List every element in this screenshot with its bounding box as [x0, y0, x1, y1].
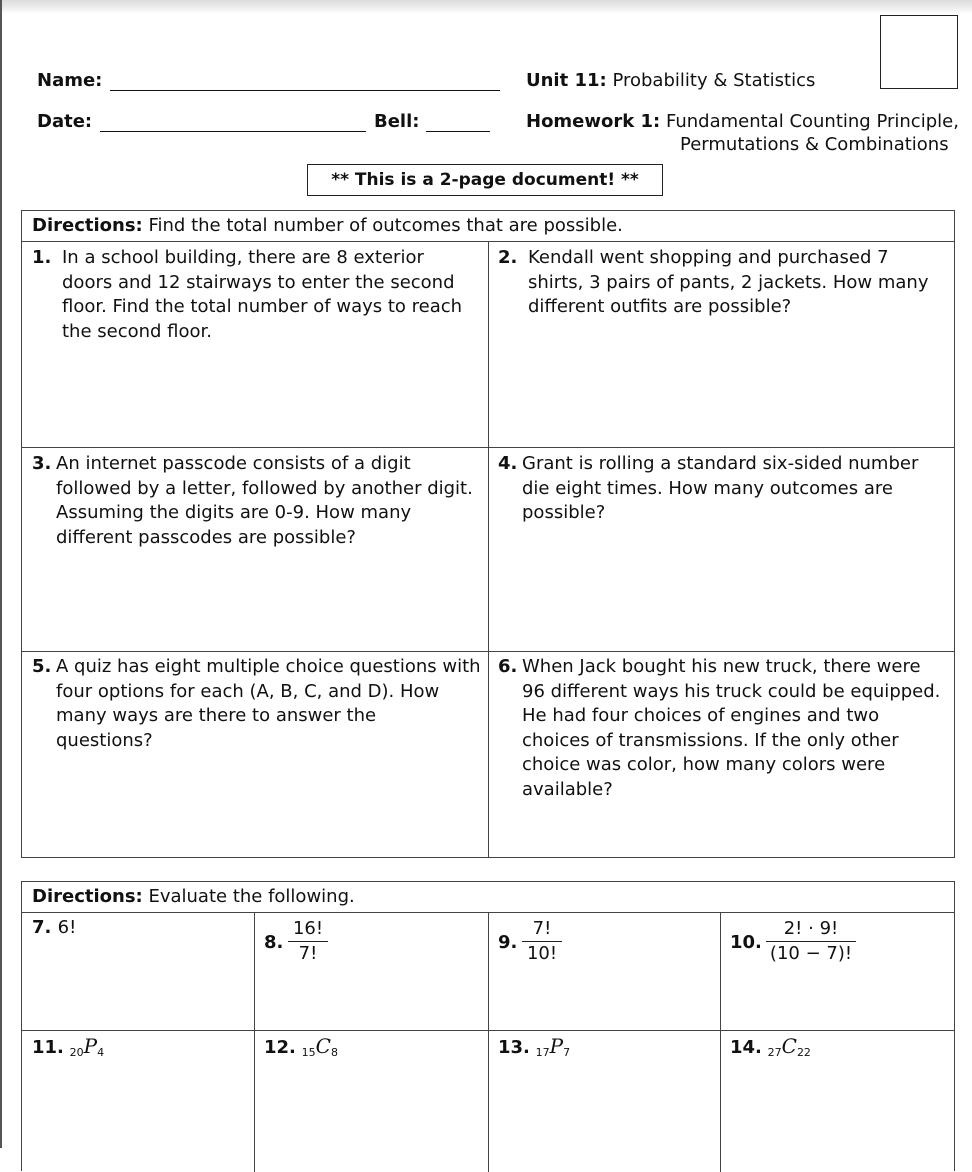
question-13 [498, 1034, 570, 1059]
fraction-bar [766, 941, 856, 942]
date-field[interactable] [100, 131, 366, 132]
two-page-banner: ** This is a 2-page document! ** [307, 164, 663, 196]
page-left-edge [0, 0, 2, 1148]
subscript-r: 4 [97, 1046, 105, 1059]
column-divider [720, 912, 721, 1172]
counting-table [21, 210, 955, 858]
question-number: 8. [264, 932, 284, 953]
column-divider [254, 912, 255, 1172]
question-text: An internet passcode consists of a digit [56, 453, 411, 474]
row-divider [22, 1030, 954, 1031]
question-text: questions? [56, 729, 153, 751]
permutation-symbol: P [83, 1034, 98, 1058]
question-text: Kendall went shopping and purchased 7 [528, 247, 889, 268]
question-number: 12. [264, 1037, 296, 1058]
subscript-r: 22 [796, 1046, 811, 1059]
unit-label: Unit 11: [526, 70, 607, 91]
top-shadow [0, 0, 972, 14]
fraction-bar [288, 941, 328, 942]
question-text: many ways are there to answer the [56, 705, 377, 726]
question-text: die eight times. How many outcomes are [522, 477, 893, 499]
question-text: In a school building, there are 8 exterior [62, 247, 424, 268]
question-text: floor. Find the total number of ways to reach [62, 296, 463, 317]
directions-label: Directions: [32, 215, 143, 236]
subscript-r: 8 [330, 1046, 338, 1059]
subscript-n: 20 [69, 1046, 84, 1059]
question-text: Grant is rolling a standard six-sided number [522, 453, 919, 474]
date-label: Date: [37, 111, 93, 132]
unit-title: Probability & Statistics [612, 70, 816, 91]
name-label: Name: [37, 70, 103, 91]
directions-text: Find the total number of outcomes that are possible. [148, 215, 623, 236]
combination-symbol: C [781, 1034, 797, 1058]
question-7 [32, 917, 76, 938]
subscript-n: 17 [535, 1046, 550, 1059]
question-text: choices of transmissions. If the only other [522, 729, 899, 751]
directions-text: Evaluate the following. [148, 886, 355, 907]
question-text: A quiz has eight multiple choice questions with [56, 656, 481, 677]
denominator: (10 − 7)! [769, 943, 853, 964]
question-number: 10. [730, 932, 762, 953]
question-text: He had four choices of engines and two [522, 705, 880, 726]
question-text: possible? [522, 502, 606, 523]
question-text: shirts, 3 pairs of pants, 2 jackets. How many [528, 271, 929, 293]
question-text: different passcodes are possible? [56, 526, 356, 548]
answer-area-1[interactable] [22, 241, 488, 447]
row-divider [22, 447, 954, 448]
directions-row-1 [22, 211, 954, 242]
question-text: the second floor. [62, 320, 213, 342]
question-number: 14. [730, 1037, 762, 1058]
question-number: 9. [498, 932, 518, 953]
expression: 6! [57, 917, 77, 938]
question-text: choice was color, how many colors were [522, 754, 886, 775]
question-12 [264, 1034, 338, 1059]
question-14 [730, 1034, 811, 1059]
bell-label: Bell: [374, 111, 420, 132]
directions-label: Directions: [32, 886, 143, 907]
question-number: 7. [32, 917, 52, 938]
numerator: 16! [292, 918, 324, 939]
homework-title-line1: Fundamental Counting Principle, [665, 111, 959, 132]
subscript-n: 27 [767, 1046, 782, 1059]
permutation-symbol: P [549, 1034, 564, 1058]
question-number: 5. [32, 656, 52, 677]
question-text: Assuming the digits are 0-9. How many [56, 502, 412, 523]
directions-row-2 [22, 882, 954, 913]
question-text: followed by a letter, followed by another digit. [56, 477, 473, 499]
question-number: 13. [498, 1037, 530, 1058]
fraction-bar [522, 941, 562, 942]
fraction-8 [288, 918, 328, 965]
numerator: 7! [532, 918, 552, 939]
name-field[interactable] [110, 90, 500, 91]
question-text: doors and 12 stairways to enter the second [62, 271, 455, 293]
question-text: different outfits are possible? [528, 296, 792, 317]
homework-title-line2: Permutations & Combinations [680, 134, 949, 155]
question-number: 3. [32, 453, 52, 474]
question-number: 4. [498, 453, 518, 474]
column-divider [488, 912, 489, 1172]
denominator: 10! [526, 943, 558, 964]
combination-symbol: C [315, 1034, 331, 1058]
fraction-9 [522, 918, 562, 965]
homework-heading [526, 111, 959, 132]
subscript-n: 15 [301, 1046, 316, 1059]
subscript-r: 7 [563, 1046, 571, 1059]
question-text: 96 different ways his truck could be equipped. [522, 680, 941, 702]
question-number: 2. [498, 247, 518, 268]
evaluate-table [21, 881, 955, 1171]
answer-area-2[interactable] [488, 241, 954, 447]
question-number: 6. [498, 656, 518, 677]
homework-label: Homework 1: [526, 111, 661, 132]
fraction-10 [766, 918, 856, 965]
unit-heading [526, 70, 815, 91]
question-text: available? [522, 778, 613, 800]
question-number: 11. [32, 1037, 64, 1058]
bell-field[interactable] [426, 131, 490, 132]
row-divider [22, 651, 954, 652]
question-text: When Jack bought his new truck, there were [522, 656, 921, 677]
numerator: 2! · 9! [783, 918, 839, 939]
question-11 [32, 1034, 104, 1059]
score-box[interactable] [880, 15, 958, 89]
denominator: 7! [298, 943, 318, 964]
question-number: 1. [32, 247, 52, 268]
question-text: four options for each (A, B, C, and D). How [56, 680, 440, 702]
